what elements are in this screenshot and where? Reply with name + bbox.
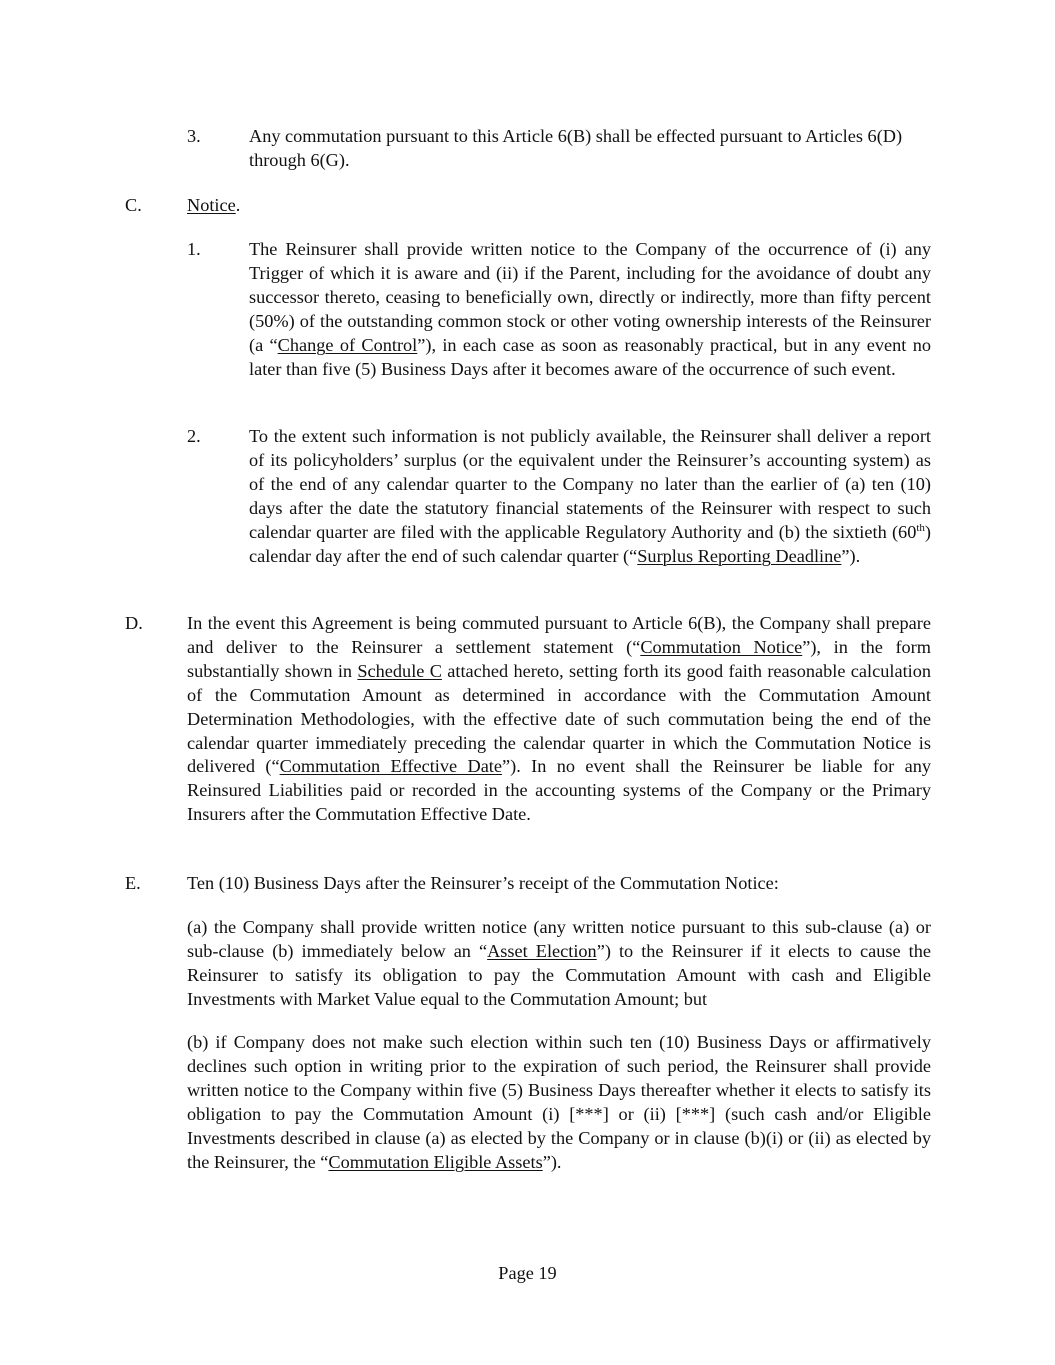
item-number: 1. <box>187 239 201 259</box>
section-heading <box>187 194 587 218</box>
text-run: ”). <box>841 545 861 566</box>
text-run: ) calendar day after the end of such calendar quarter (“ <box>249 521 931 566</box>
paragraph <box>187 612 931 827</box>
section-letter: C. <box>125 195 142 215</box>
defined-term: Schedule C <box>357 660 442 681</box>
text-run: ”). <box>542 1151 562 1172</box>
text-run: (b) if Company does not make such election within such ten (10) Business Days or affirmatively declines such option in writing prior to the expiration of such period, the Reinsurer shall provide written notice to the Company within five (5) Business Days thereafter whether it elects to satisfy its obligation to pay the Commutation Amount (i) [***] or (ii) [***] (such cash and/or Eligible Investments described in clause (a) as elected by the Company or in clause (b)(i) or (ii) as elected by the Reinsurer, the “ <box>187 1032 931 1172</box>
page-number: Page 19 <box>498 1263 557 1283</box>
defined-term: Asset Election <box>487 940 597 961</box>
text-run: ”) to the Reinsurer if it elects to cause the Reinsurer to satisfy its obligation to pay the Commutation Amount with cash and Eligible Investments with Market Value equal to the Commutation Amount; but <box>187 940 931 1009</box>
text-run: The Reinsurer shall provide written notice to the Company of the occurrence of (i) any Trigger of which it is aware and (ii) if the Parent, including for the avoidance of doubt any successor thereto, ceasing to beneficially own, directly or indirectly, more than fifty percent (50%) of the outstanding common stock or other voting ownership interests of the Reinsurer (a “ <box>249 239 931 355</box>
section-letter: E. <box>125 873 141 893</box>
defined-term: Change of Control <box>277 334 418 355</box>
paragraph: Any commutation pursuant to this Article 6(B) shall be effected pursuant to Articles 6(D) through 6(G). <box>249 126 903 170</box>
text-run: ”). In no event shall the Reinsurer be liable for any Reinsured Liabilities paid or recorded in the accounting systems of the Company or the Primary Insurers after the Commutation Effective Date. <box>187 756 931 825</box>
paragraph: Ten (10) Business Days after the Reinsurer’s receipt of the Commutation Notice: <box>187 873 779 893</box>
paragraph <box>249 425 931 568</box>
heading-term: Notice <box>187 195 236 215</box>
paragraph <box>187 1031 931 1174</box>
item-number: 2. <box>187 426 201 446</box>
text-run: attached hereto, setting forth its good faith reasonable calculation of the Commutation Amount as determined in accordance with the Commutation Amount Determination Methodologies, with the effective date of such commutation being the end of the calendar quarter immediately preceding the calendar quarter in which the Commutation Notice is delivered (“ <box>187 660 932 777</box>
section-letter: D. <box>125 613 143 633</box>
text-run: In the event this Agreement is being commuted pursuant to Article 6(B), the Company shall prepare and deliver to the Reinsurer a settlement statement (“ <box>187 613 931 657</box>
defined-term: Commutation Eligible Assets <box>328 1151 543 1172</box>
paragraph <box>249 238 931 381</box>
heading-period: . <box>235 195 241 215</box>
text-run: To the extent such information is not publicly available, the Reinsurer shall deliver a report of its policyholders’ surplus (or the equivalent under the Reinsurer’s accounting system) as of the end of any calendar quarter to the Company no later than the earlier of (a) ten (10) days after the date the statutory financial statements of the Reinsurer with respect to such calendar quarter are filed with the applicable Regulatory Authority and (b) the sixtieth (60 <box>249 426 931 542</box>
text-run: ”), in the form substantially shown in <box>187 636 931 681</box>
defined-term: Commutation Notice <box>640 636 803 657</box>
paragraph <box>187 916 931 1012</box>
defined-term: Commutation Effective Date <box>279 756 503 777</box>
item-number: 3. <box>187 126 201 146</box>
text-run: ”), in each case as soon as reasonably practical, but in any event no later than five (5) Business Days after it becomes aware of the occurrence of such event. <box>249 334 931 379</box>
text-run: (a) the Company shall provide written notice (any written notice pursuant to this sub-clause (a) or sub-clause (b) immediately below an “ <box>187 917 931 961</box>
superscript: th <box>916 521 925 534</box>
defined-term: Surplus Reporting Deadline <box>637 545 842 566</box>
